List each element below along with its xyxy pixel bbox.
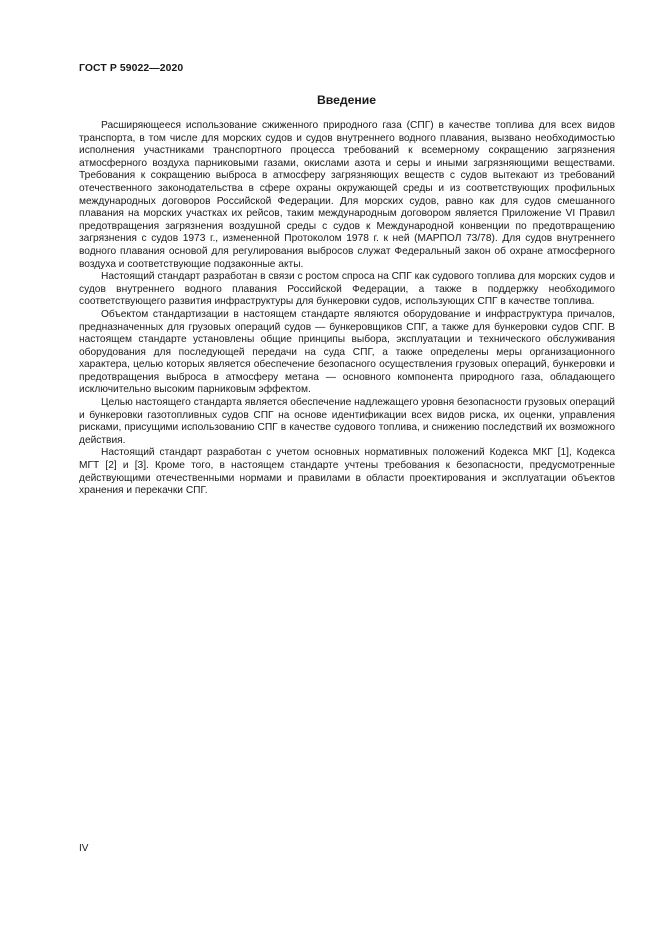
document-code: ГОСТ Р 59022—2020 xyxy=(79,63,184,74)
section-title: Введение xyxy=(316,93,377,107)
paragraph: Объектом стандартизации в настоящем стандарте являются оборудование и инфраструктура причалов, предназначенных для грузовых операций судов — бункеровщиков СПГ, а также для бункеровки судов СПГ. В настоящем стандарте установлены общие принципы выбора, эксплуатации и технического обслуживания оборудования для последующей передачи на суда СПГ, а также определены меры организационного характера, целью которых является обеспечение безопасного осуществления грузовых операций, бункеровки и предотвращения выброса в атмосферу метана — основного компонента природного газа, обладающего исключительно высоким парниковым эффектом. xyxy=(79,308,615,396)
paragraph: Настоящий стандарт разработан с учетом основных нормативных положений Кодекса МКГ [1], Кодекса МГТ [2] и [3]. Кроме того, в настоящем стандарте учтены требования к безопасности, предусмотренные действующими отечественными нормами и правилами в области проектирования и эксплуатации объектов хранения и перекачки СПГ. xyxy=(79,447,615,497)
page-number: IV xyxy=(79,843,89,854)
paragraph: Целью настоящего стандарта является обеспечение надлежащего уровня безопасности грузовых операций и бункеровки газотопливных судов СПГ на основе идентификации всех видов риска, их оценки, управления рисками, присущими использованию СПГ в качестве судового топлива, и снижению последствий их возможного действия. xyxy=(79,397,615,446)
paragraph: Расширяющееся использование сжиженного природного газа (СПГ) в качестве топлива для всех видов транспорта, в том числе для морских судов и судов внутреннего водного плавания, вызвано необходимостью исполнения участниками транспортного процесса требований к всемерному сокращению загрязнения атмосферного воздуха парниковыми газами, окислами азота и серы и иными загрязняющими веществами. Требования к сокращению выброса в атмосферу загрязняющих веществ с судов вытекают из требований отечественного законодательства в сфере охраны окружающей среды и из соответствующих профильных международных договоров Российской Федерации. Для морских судов, равно как для судов смешанного плавания на морских участках их рейсов, таким международным договором является Приложение VI Правил предотвращения загрязнения воздушной среды с судов к Международной конвенции по предотвращению загрязнения с судов 1973 г., измененной Протоколом 1978 г. к ней (МАРПОЛ 73/78). Для судов внутреннего водного плавания основой для регулирования выбросов служат Федеральный закон об охране атмосферного воздуха и соответствующие подзаконные акты. xyxy=(79,120,615,270)
body-text xyxy=(79,120,615,498)
paragraph: Настоящий стандарт разработан в связи с ростом спроса на СПГ как судового топлива для морских судов и судов внутреннего водного плавания Российской Федерации, а также в поддержку необходимого соответствующего развития инфраструктуры для бункеровки судов, использующих СПГ в качестве топлива. xyxy=(79,271,615,308)
